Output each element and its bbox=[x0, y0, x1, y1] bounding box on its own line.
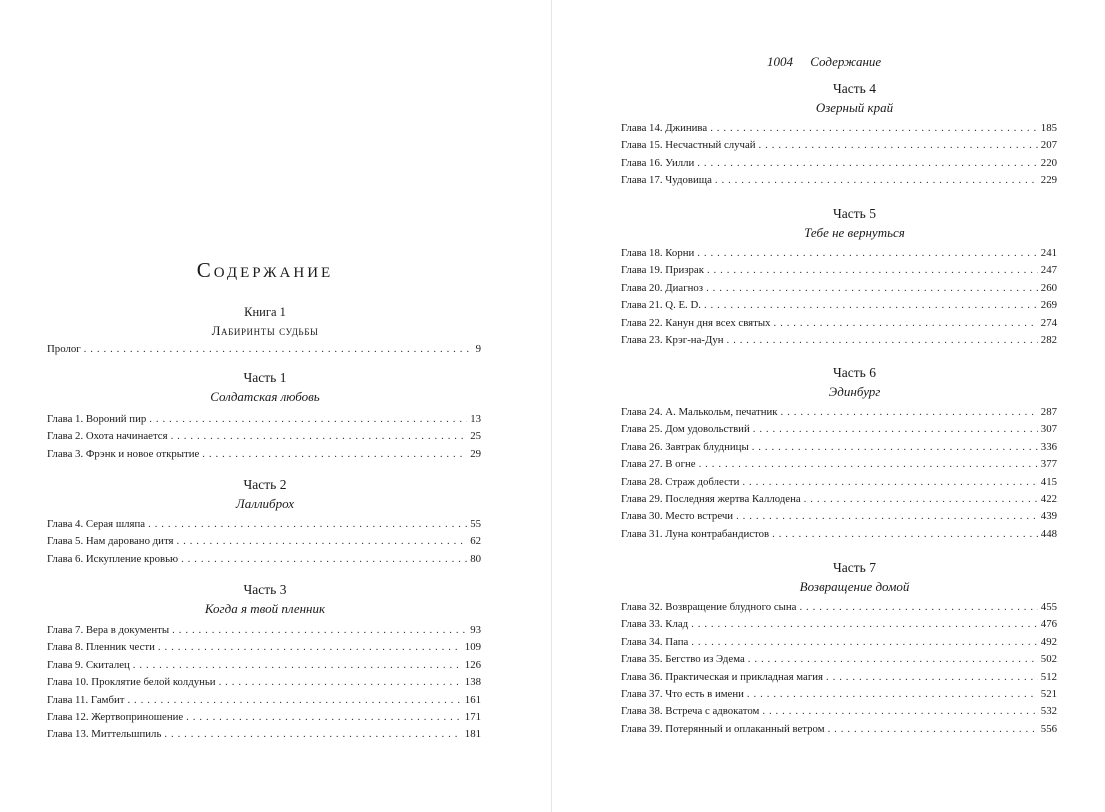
toc-entry-prologue[interactable] bbox=[47, 343, 481, 360]
chapter-title: Миттельшпиль bbox=[91, 728, 162, 741]
chapter-page: 126 bbox=[464, 658, 481, 671]
part-heading bbox=[0, 476, 530, 512]
chapter-title: Крэг-на-Дун bbox=[665, 333, 724, 346]
chapter-title: Потерянный и оплаканный ветром bbox=[665, 722, 825, 735]
chapter-page: 241 bbox=[1040, 247, 1057, 259]
part-heading bbox=[552, 364, 1105, 400]
part-label: Часть 7 bbox=[833, 560, 876, 575]
leader-dots bbox=[171, 430, 468, 442]
chapter-number: Глава 11. bbox=[47, 693, 89, 706]
chapter-number: Глава 29. bbox=[621, 492, 663, 505]
chapter-number: Глава 16. bbox=[621, 156, 663, 169]
chapter-title: В огне bbox=[665, 458, 696, 471]
part-subtitle: Озерный край bbox=[815, 100, 894, 115]
chapter-page: 422 bbox=[1040, 492, 1057, 505]
chapter-number: Глава 5. bbox=[47, 535, 84, 548]
chapter-page: 109 bbox=[464, 641, 481, 654]
chapter-number: Глава 39. bbox=[621, 722, 663, 735]
part-label: Часть 4 bbox=[833, 81, 876, 96]
toc-entry[interactable] bbox=[621, 636, 1057, 653]
chapter-title: Жертвоприношение bbox=[91, 710, 184, 723]
chapter-number: Глава 8. bbox=[47, 641, 84, 654]
chapter-page: 448 bbox=[1040, 527, 1057, 540]
toc-entry[interactable] bbox=[621, 317, 1057, 334]
chapter-number: Глава 31. bbox=[621, 527, 663, 540]
part-heading bbox=[552, 559, 1105, 595]
toc-entry[interactable] bbox=[47, 711, 481, 728]
toc-entry[interactable] bbox=[621, 723, 1057, 740]
toc-entry[interactable] bbox=[621, 406, 1057, 423]
leader-dots bbox=[799, 601, 1037, 613]
leader-dots bbox=[774, 317, 1038, 329]
chapter-title: Корни bbox=[665, 247, 695, 259]
leader-dots bbox=[177, 535, 468, 547]
chapter-number: Глава 20. bbox=[621, 281, 663, 294]
chapter-page: 25 bbox=[470, 430, 481, 443]
leader-dots bbox=[158, 641, 462, 653]
chapter-title: Луна контрабандистов bbox=[665, 527, 770, 540]
chapter-number: Глава 13. bbox=[47, 728, 89, 741]
leader-dots bbox=[149, 413, 467, 425]
chapter-number: Глава 32. bbox=[621, 601, 663, 613]
chapter-number: Глава 12. bbox=[47, 710, 89, 723]
leader-dots bbox=[727, 334, 1038, 346]
chapter-title: Вера в документы bbox=[85, 624, 170, 636]
toc-entry[interactable] bbox=[47, 535, 481, 552]
toc-entry-page: 9 bbox=[475, 343, 481, 355]
toc-entry[interactable] bbox=[47, 641, 481, 658]
chapter-page: 229 bbox=[1040, 174, 1057, 187]
chapter-page: 336 bbox=[1040, 440, 1057, 453]
chapter-title: Вороний пир bbox=[85, 413, 147, 425]
leader-dots bbox=[752, 441, 1038, 453]
toc-entry[interactable] bbox=[621, 247, 1057, 264]
chapter-title: Проклятие белой колдуньи bbox=[91, 676, 216, 689]
leader-dots bbox=[133, 659, 462, 671]
book-title: Лабиринты судьбы bbox=[211, 323, 319, 338]
part-subtitle: Солдатская любовь bbox=[210, 389, 320, 404]
chapter-list bbox=[47, 518, 481, 570]
toc-entry[interactable] bbox=[621, 334, 1057, 351]
chapter-number: Глава 17. bbox=[621, 174, 663, 187]
leader-dots bbox=[172, 624, 467, 636]
running-header bbox=[767, 54, 881, 70]
leader-dots bbox=[202, 448, 467, 460]
chapter-page: 269 bbox=[1040, 299, 1057, 312]
chapter-list bbox=[47, 624, 481, 746]
toc-entry[interactable] bbox=[621, 601, 1057, 618]
chapter-title: Скиталец bbox=[85, 658, 130, 671]
chapter-title: Гамбит bbox=[90, 693, 125, 706]
chapter-page: 171 bbox=[464, 710, 481, 723]
chapter-list bbox=[621, 601, 1057, 740]
chapter-list bbox=[621, 247, 1057, 351]
leader-dots bbox=[710, 122, 1038, 134]
chapter-title: А. Малькольм, печатник bbox=[665, 406, 778, 418]
chapter-number: Глава 24. bbox=[621, 406, 663, 418]
chapter-page: 556 bbox=[1040, 722, 1057, 735]
chapter-title: Несчастный случай bbox=[665, 139, 756, 152]
part-subtitle: Лаллиброх bbox=[235, 496, 295, 511]
chapter-page: 532 bbox=[1040, 705, 1057, 718]
chapter-page: 181 bbox=[464, 728, 481, 741]
part-label: Часть 2 bbox=[243, 477, 287, 492]
toc-entry[interactable] bbox=[621, 705, 1057, 722]
leader-dots bbox=[781, 406, 1038, 418]
part-label: Часть 3 bbox=[243, 582, 287, 597]
chapter-page: 455 bbox=[1040, 601, 1057, 613]
chapter-page: 220 bbox=[1040, 156, 1057, 169]
leader-dots bbox=[707, 264, 1038, 276]
toc-entry-title: Пролог bbox=[47, 343, 81, 355]
part-label: Часть 6 bbox=[833, 365, 876, 380]
toc-entry[interactable] bbox=[621, 653, 1057, 670]
chapter-page: 502 bbox=[1040, 653, 1057, 666]
chapter-page: 80 bbox=[470, 552, 481, 565]
leader-dots bbox=[704, 299, 1038, 311]
toc-entry[interactable] bbox=[47, 448, 481, 465]
chapter-number: Глава 37. bbox=[621, 687, 663, 700]
chapter-number: Глава 1. bbox=[47, 413, 84, 425]
leader-dots bbox=[772, 528, 1038, 540]
chapter-title: Охота начинается bbox=[85, 430, 168, 443]
chapter-number: Глава 26. bbox=[621, 440, 663, 453]
chapter-number: Глава 23. bbox=[621, 333, 663, 346]
chapter-page: 274 bbox=[1040, 316, 1057, 329]
left-page bbox=[0, 0, 551, 812]
chapter-list bbox=[47, 413, 481, 465]
chapter-title: Папа bbox=[665, 635, 689, 648]
chapter-number: Глава 22. bbox=[621, 316, 663, 329]
leader-dots bbox=[759, 139, 1038, 151]
page-number: 1004 bbox=[767, 54, 793, 69]
toc-entry[interactable] bbox=[47, 728, 481, 745]
leader-dots bbox=[699, 458, 1038, 470]
chapter-title: Диагноз bbox=[665, 281, 704, 294]
leader-dots bbox=[742, 476, 1037, 488]
leader-dots bbox=[826, 671, 1038, 683]
toc-entry[interactable] bbox=[47, 624, 481, 641]
toc-entry[interactable] bbox=[621, 458, 1057, 475]
leader-dots bbox=[164, 728, 461, 740]
toc-entry[interactable] bbox=[621, 671, 1057, 688]
chapter-title: Q. E. D. bbox=[665, 299, 701, 312]
chapter-number: Глава 19. bbox=[621, 264, 663, 277]
part-heading bbox=[0, 369, 530, 405]
toc-entry[interactable] bbox=[621, 264, 1057, 281]
toc-entry[interactable] bbox=[621, 688, 1057, 705]
chapter-page: 260 bbox=[1040, 281, 1057, 294]
part-heading bbox=[0, 581, 530, 617]
leader-dots bbox=[697, 157, 1038, 169]
chapter-title: Последняя жертва Каллодена bbox=[665, 492, 801, 505]
chapter-page: 185 bbox=[1040, 122, 1057, 134]
chapter-number: Глава 38. bbox=[621, 705, 663, 718]
leader-dots bbox=[697, 247, 1038, 259]
leader-dots bbox=[84, 343, 473, 355]
toc-entry[interactable] bbox=[621, 174, 1057, 191]
chapter-page: 62 bbox=[470, 535, 481, 548]
chapter-title: Призрак bbox=[665, 264, 704, 277]
chapter-number: Глава 28. bbox=[621, 475, 663, 488]
chapter-page: 29 bbox=[470, 447, 481, 460]
chapter-number: Глава 34. bbox=[621, 635, 663, 648]
chapter-title: Дом удовольствий bbox=[665, 423, 750, 436]
chapter-title: Встреча с адвокатом bbox=[665, 705, 760, 718]
chapter-title: Искупление кровью bbox=[85, 552, 179, 565]
chapter-page: 93 bbox=[470, 624, 481, 636]
chapter-number: Глава 18. bbox=[621, 247, 663, 259]
chapter-number: Глава 35. bbox=[621, 653, 663, 666]
chapter-number: Глава 27. bbox=[621, 458, 663, 471]
chapter-page: 207 bbox=[1040, 139, 1057, 152]
part-subtitle: Эдинбург bbox=[828, 384, 881, 399]
leader-dots bbox=[691, 618, 1038, 630]
chapter-page: 307 bbox=[1040, 423, 1057, 436]
chapter-page: 512 bbox=[1040, 670, 1057, 683]
chapter-title: Бегство из Эдема bbox=[665, 653, 745, 666]
toc-entry[interactable] bbox=[47, 659, 481, 676]
chapter-number: Глава 10. bbox=[47, 676, 89, 689]
chapter-number: Глава 21. bbox=[621, 299, 663, 312]
chapter-number: Глава 25. bbox=[621, 423, 663, 436]
chapter-number: Глава 3. bbox=[47, 447, 84, 460]
leader-dots bbox=[706, 282, 1038, 294]
chapter-title: Возвращение блудного сына bbox=[665, 601, 797, 613]
chapter-title: Что есть в имени bbox=[665, 687, 744, 700]
chapter-page: 161 bbox=[464, 693, 481, 706]
toc-entry[interactable] bbox=[47, 694, 481, 711]
chapter-number: Глава 36. bbox=[621, 670, 663, 683]
chapter-page: 13 bbox=[470, 413, 481, 425]
chapter-number: Глава 30. bbox=[621, 510, 663, 523]
leader-dots bbox=[736, 510, 1038, 522]
toc-entry[interactable] bbox=[621, 282, 1057, 299]
leader-dots bbox=[148, 518, 467, 530]
toc-entry[interactable] bbox=[621, 476, 1057, 493]
leader-dots bbox=[181, 553, 467, 565]
chapter-page: 377 bbox=[1040, 458, 1057, 471]
chapter-list bbox=[621, 406, 1057, 545]
toc-entry[interactable] bbox=[621, 441, 1057, 458]
toc-entry[interactable] bbox=[621, 122, 1057, 139]
chapter-title: Пленник чести bbox=[85, 641, 155, 654]
part-subtitle: Тебе не вернуться bbox=[804, 225, 905, 240]
leader-dots bbox=[691, 636, 1038, 648]
leader-dots bbox=[715, 174, 1038, 186]
chapter-title: Завтрак блудницы bbox=[665, 440, 749, 453]
toc-entry[interactable] bbox=[47, 518, 481, 535]
toc-entry[interactable] bbox=[621, 139, 1057, 156]
leader-dots bbox=[186, 711, 462, 723]
chapter-title: Уилли bbox=[665, 156, 695, 169]
chapter-page: 521 bbox=[1040, 687, 1057, 700]
chapter-title: Джинива bbox=[665, 122, 708, 134]
toc-entry[interactable] bbox=[47, 413, 481, 430]
part-subtitle: Когда я твой пленник bbox=[204, 601, 326, 616]
toc-title: Содержание bbox=[196, 258, 334, 282]
chapter-title: Страж доблести bbox=[665, 475, 740, 488]
chapter-page: 282 bbox=[1040, 333, 1057, 346]
leader-dots bbox=[828, 723, 1038, 735]
chapter-title: Нам даровано дитя bbox=[85, 535, 174, 548]
chapter-title: Чудовища bbox=[665, 174, 712, 187]
toc-entry[interactable] bbox=[621, 493, 1057, 510]
chapter-title: Место встречи bbox=[665, 510, 734, 523]
chapter-page: 415 bbox=[1040, 475, 1057, 488]
leader-dots bbox=[747, 688, 1038, 700]
chapter-number: Глава 2. bbox=[47, 430, 84, 443]
part-subtitle: Возвращение домой bbox=[799, 579, 910, 594]
toc-entry[interactable] bbox=[621, 157, 1057, 174]
chapter-number: Глава 15. bbox=[621, 139, 663, 152]
toc-entry[interactable] bbox=[621, 510, 1057, 527]
part-heading bbox=[552, 205, 1105, 241]
leader-dots bbox=[753, 423, 1038, 435]
chapter-list bbox=[621, 122, 1057, 192]
chapter-page: 492 bbox=[1040, 635, 1057, 648]
chapter-title: Серая шляпа bbox=[85, 518, 146, 530]
chapter-page: 476 bbox=[1040, 618, 1057, 631]
running-title: Содержание bbox=[810, 54, 882, 69]
chapter-number: Глава 4. bbox=[47, 518, 84, 530]
toc-entry[interactable] bbox=[621, 299, 1057, 316]
chapter-number: Глава 33. bbox=[621, 618, 663, 631]
toc-entry[interactable] bbox=[47, 553, 481, 570]
leader-dots bbox=[219, 676, 462, 688]
chapter-number: Глава 14. bbox=[621, 122, 663, 134]
book-label: Книга 1 bbox=[244, 305, 286, 319]
right-page bbox=[552, 0, 1105, 812]
chapter-page: 439 bbox=[1040, 510, 1057, 523]
chapter-page: 55 bbox=[470, 518, 481, 530]
leader-dots bbox=[127, 694, 461, 706]
chapter-title: Клад bbox=[665, 618, 689, 631]
chapter-title: Канун дня всех святых bbox=[665, 316, 771, 329]
leader-dots bbox=[762, 705, 1037, 717]
chapter-number: Глава 7. bbox=[47, 624, 84, 636]
chapter-page: 287 bbox=[1040, 406, 1057, 418]
chapter-title: Фрэнк и новое открытие bbox=[85, 447, 200, 460]
part-label: Часть 1 bbox=[243, 370, 287, 385]
toc-entry[interactable] bbox=[621, 528, 1057, 545]
chapter-number: Глава 9. bbox=[47, 658, 84, 671]
part-label: Часть 5 bbox=[833, 206, 876, 221]
toc-entry[interactable] bbox=[47, 430, 481, 447]
leader-dots bbox=[804, 493, 1038, 505]
chapter-page: 138 bbox=[464, 676, 481, 689]
chapter-number: Глава 6. bbox=[47, 552, 84, 565]
part-heading bbox=[552, 80, 1105, 116]
leader-dots bbox=[748, 653, 1038, 665]
chapter-page: 247 bbox=[1040, 264, 1057, 277]
toc-entry[interactable] bbox=[47, 676, 481, 693]
chapter-title: Практическая и прикладная магия bbox=[665, 670, 823, 683]
prologue-list bbox=[47, 343, 481, 360]
toc-entry[interactable] bbox=[621, 618, 1057, 635]
toc-entry[interactable] bbox=[621, 423, 1057, 440]
